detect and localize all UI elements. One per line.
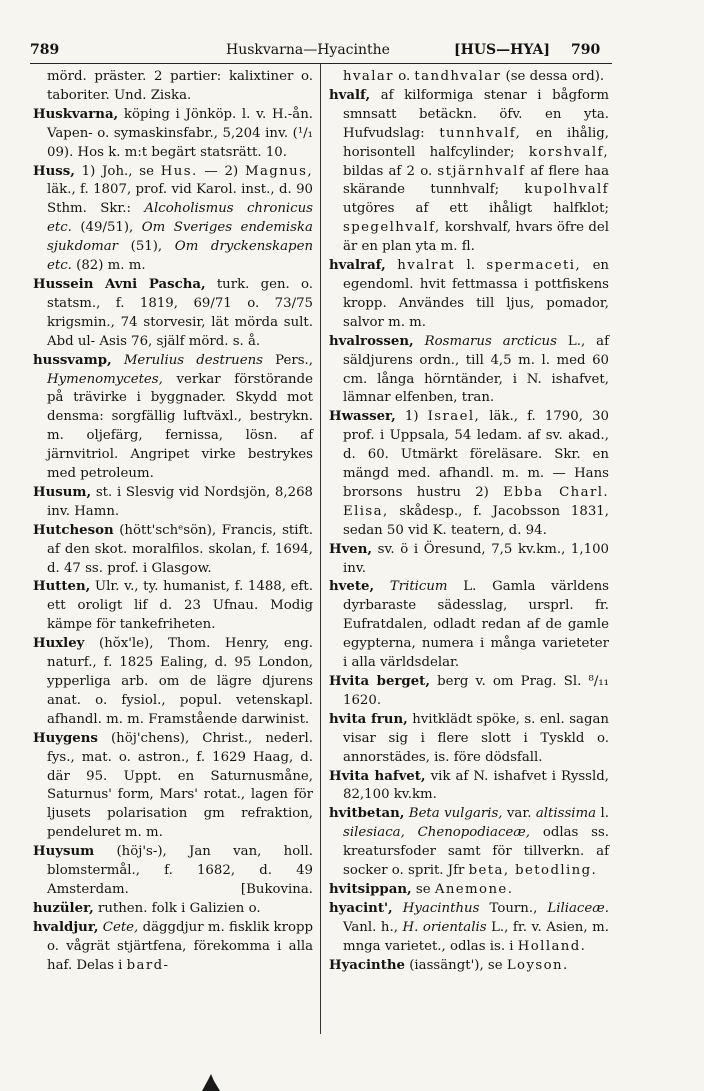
entry-hvita-frun: hvita frun, hvitklädt spöke, s. enl. sagan visar sig i flere slott i Tyskld o. annorstädes, is. före dödsfall. [329, 711, 609, 765]
page-number-left: 789 [30, 42, 60, 58]
entry-huxley: Huxley (hŏx'le), Thom. Henry, eng. naturf., f. 1825 Ealing, d. 95 London, ypperliga arb. om de lägre djurens anat. o. fysiol., popul. vetenskapl. afhandl. m. m. Framstående darwinist. [33, 636, 313, 727]
entry-hutten: Hutten, Ulr. v., ty. humanist, f. 1488, eft. ett oroligt lif d. 23 Ufnau. Modig kämpe för tankefriheten. [33, 579, 313, 633]
entry-huskvarna: Huskvarna, köping i Jönköp. l. v. H.-ån. Vapen- o. symaskinsfabr., 5,204 inv. (¹/₁ 09). Hos k. m:t begärt statsrätt. 10. [33, 106, 313, 160]
page-header [30, 42, 610, 64]
entry-hwasser: Hwasser, 1) Israel, läk., f. 1790, 30 prof. i Uppsala, 54 ledam. af sv. akad., d. 60. Utmärkt föreläsare. Skr. en mängd med. afhandl. m. m. — Hans brorsons hustru 2) Ebba Charl. Elisa, skådesp., f. Jacobsson 1831, sedan 50 vid K. teatern, d. 94. [329, 409, 609, 538]
left-column [33, 68, 313, 976]
entry-hvalraf: hvalraf, hvalrat l. spermaceti, en egendoml. hvit fettmassa i pottfiskens kropp. Användes till ljus, pomador, salvor m. m. [329, 258, 609, 330]
entry-huzuler: huzüler, ruthen. folk i Galizien o. [33, 900, 261, 916]
entry-hvaldjur: hvaldjur, Cete, däggdjur m. fisklik kropp o. vågrät stjärtfena, förekomma i alla haf. Delas i bard- [33, 919, 313, 973]
entry-hussvamp: hussvamp, Merulius destruens Pers., Hymenomycetes, verkar förstörande på trävirke i byggnader. Skydd mot densma: sorgfällig luftväxl., bestrykn. m. oljefärg, fernissa, lösn. af järnvitriol. Angripet virke bestrykes med petroleum. [33, 352, 313, 482]
entry-husum: Husum, st. i Slesvig vid Nordsjön, 8,268 inv. Hamn. [33, 484, 313, 519]
entry-huysum: Huysum (höj's-), Jan van, holl. blomstermål., f. 1682, d. 49 Amsterdam. [Bukovina. [33, 844, 313, 897]
entry-hvete: hvete, Triticum L. Gamla världens dyrbaraste sädesslag, ursprl. fr. Eufratdalen, odladt redan af de gamle egypterna, numera i många varieteter i alla världsdelar. [329, 579, 609, 671]
entry-continuation: hvalar o. tandhvalar (se dessa ord). [343, 69, 605, 84]
entry-hvita-hafvet: Hvita hafvet, vik af N. ishafvet i Ryssld, 82,100 kv.km. [329, 768, 609, 803]
header-rule [30, 63, 612, 64]
page-number-right: 790 [571, 42, 601, 58]
entry-hvita-berget: Hvita berget, berg v. om Prag. Sl. ⁸/₁₁ 1620. [329, 674, 610, 708]
entry-hvitbetan: hvitbetan, Beta vulgaris, var. altissima l. silesiaca, Chenopodiaceæ, odlas ss. kreatursfoder samt för tillverkn. af socker o. sprit. Jfr beta, betodling. [329, 806, 609, 879]
entry-hvalrossen: hvalrossen, Rosmarus arcticus L., af säldjurens ordn., till 4,5 m. l. med 60 cm. långa hörntänder, i N. ishafvet, lämnar elfenben, tran. [329, 333, 610, 406]
running-title: Huskvarna—Hyacinthe [226, 42, 390, 58]
entry-hutcheson: Hutcheson (hött'schᵉsön), Francis, stift. af den skot. moralfilos. skolan, f. 1694, d. 47 ss. prof. i Glasgow. [33, 522, 314, 576]
entry-huss: Huss, 1) Joh., se Hus. — 2) Magnus, läk., f. 1807, prof. vid Karol. inst., d. 90 Sthm. Skr.: Alcoholismus chronicus etc. (49/51), Om Sveriges endemiska sjukdomar (51), Om dryckenskapen etc. (82) m. m. [33, 163, 314, 274]
entry-hvalf: hvalf, af kilformiga stenar i bågform smnsatt betäckn. öfv. en yta. Hufvudslag: tunnhvalf, en ihålig, horisontell halfcylinder; korshvalf, bildas af 2 o. stjärnhvalf af flere haa skärande tunnhvalf; kupolhvalf utgöres af ett ihåligt halfklot; spegelhvalf, korshvalf, hvars öfre del är en plan yta m. fl. [329, 87, 609, 255]
entry-huygens: Huygens (höj'chens), Christ., nederl. fys., mat. o. astron., f. 1629 Haag, d. där 95. Uppt. en Saturnusmåne, Saturnus' form, Mars' rotat., lagen för ljusets polarisation gm refraktion, pendeluret m. m. [33, 730, 313, 841]
entry-hvitsippan: hvitsippan, se Anemone. [329, 881, 514, 897]
entry-continuation: mörd. präster. 2 partier: kalixtiner o. taboriter. Und. Ziska. [47, 69, 313, 103]
ink-blot-icon [200, 1072, 222, 1091]
section-range: [HUS—HYA] [454, 42, 550, 58]
entry-hussein: Hussein Avni Pascha, turk. gen. o. statsm., f. 1819, 69/71 o. 73/75 krigsmin., 74 storvesir, lät mörda sult. Abd ul- Asis 76, själf mörd. s. å. [33, 276, 314, 349]
column-divider [320, 64, 321, 1034]
right-column [329, 68, 609, 976]
entry-hven: Hven, sv. ö i Öresund, 7,5 kv.km., 1,100 inv. [329, 541, 609, 576]
entry-hyacint: hyacint', Hyacinthus Tourn., Liliaceæ. Vanl. h., H. orientalis L., fr. v. Asien, m. mnga varietet., odlas is. i Holland. [329, 900, 609, 954]
entry-hyacinthe: Hyacinthe (iassängt'), se Loyson. [329, 957, 569, 973]
